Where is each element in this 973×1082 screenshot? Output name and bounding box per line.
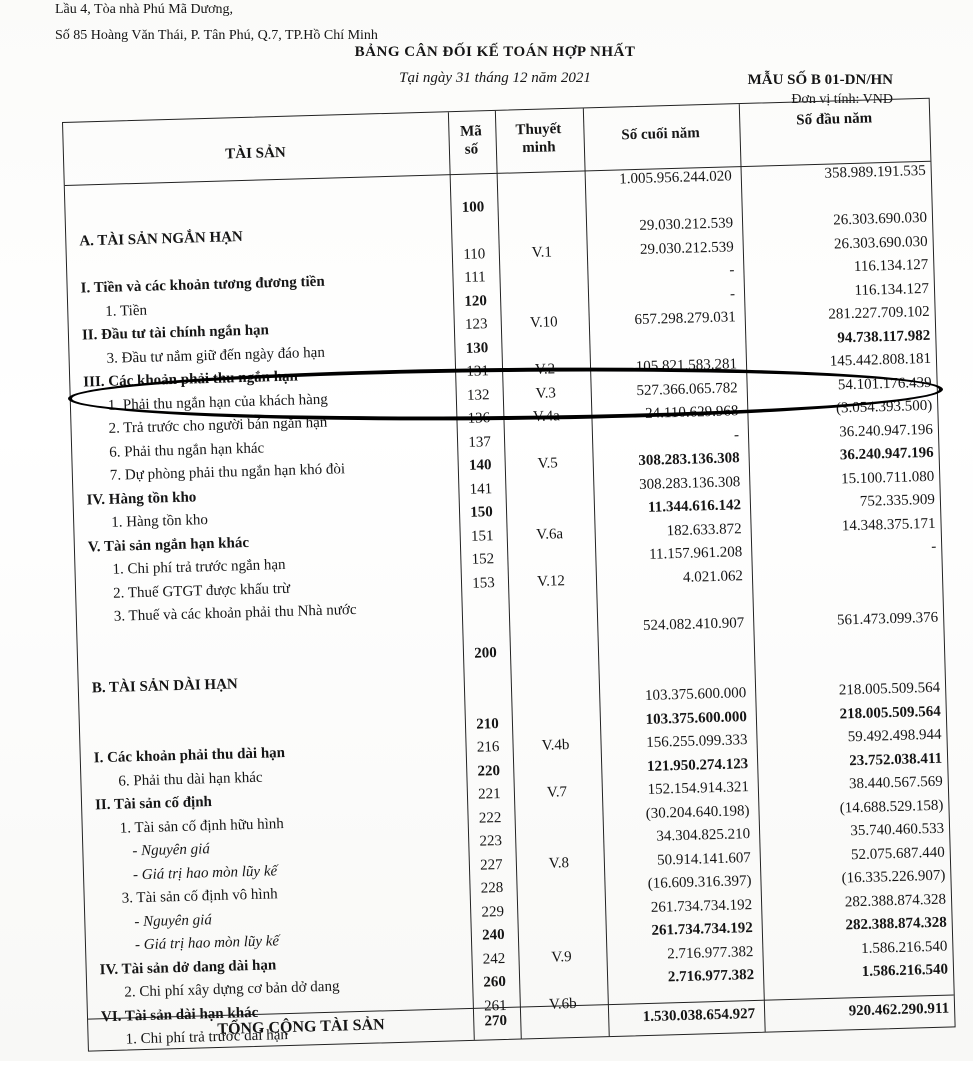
report-title: BẢNG CÂN ĐỐI KẾ TOÁN HỢP NHẤT bbox=[354, 44, 636, 60]
row-end-of-year: 4.021.062 bbox=[682, 567, 744, 586]
row-asset-name: 1. Chi phí trả trước dài hạn bbox=[125, 1027, 289, 1048]
row-code: 260 bbox=[483, 973, 507, 991]
row-end-of-year: 2.716.977.382 bbox=[667, 967, 755, 986]
row-asset-name: 3. Thuế và các khoản phải thu Nhà nước bbox=[113, 601, 357, 625]
row-end-of-year: - bbox=[729, 262, 735, 279]
row-code bbox=[463, 689, 510, 690]
row-asset-name: 3. Đầu tư nắm giữ đến ngày đáo hạn bbox=[106, 344, 326, 367]
row-asset-name: 1. Hàng tồn kho bbox=[110, 512, 209, 531]
row-code: 141 bbox=[469, 480, 493, 498]
row-asset-name: I. Các khoản phải thu dài hạn bbox=[93, 745, 286, 767]
header-code-line2: số bbox=[464, 141, 479, 158]
header-note-line1: Thuyết bbox=[515, 121, 562, 139]
row-end-of-year: - bbox=[733, 426, 740, 443]
report-date: Tại ngày 31 tháng 12 năm 2021 bbox=[399, 70, 591, 86]
row-end-of-year: 2.716.977.382 bbox=[666, 943, 754, 962]
row-code: 110 bbox=[463, 245, 486, 263]
row-beginning-of-year: - bbox=[930, 538, 937, 555]
currency-unit: Đơn vị tính: VND bbox=[791, 92, 893, 107]
row-end-of-year: 24.110.629.968 bbox=[644, 403, 739, 422]
row-asset-name: 7. Dự phòng phải thu ngắn hạn khó đòi bbox=[109, 461, 346, 484]
row-note: V.4a bbox=[532, 408, 561, 425]
row-asset-name: 3. Tài sản cố định vô hình bbox=[121, 886, 278, 907]
row-code: 136 bbox=[467, 410, 491, 427]
row-asset-name: - Nguyên giá bbox=[132, 841, 211, 860]
row-asset-name: 1. Phải thu ngắn hạn của khách hàng bbox=[107, 391, 329, 414]
row-end-of-year: 261.734.734.192 bbox=[651, 920, 753, 939]
row-asset-name: 1. Chi phí trả trước ngắn hạn bbox=[112, 556, 286, 578]
row-end-of-year: 1.005.956.244.020 bbox=[619, 168, 733, 188]
row-code: 216 bbox=[476, 739, 500, 756]
row-code: 221 bbox=[477, 786, 501, 803]
header-code-line1: Mã bbox=[459, 123, 482, 140]
row-code: 140 bbox=[468, 457, 492, 474]
row-asset-name: VI. Tài sản dài hạn khác bbox=[100, 1004, 259, 1025]
row-beginning-of-year: 38.440.567.569 bbox=[848, 773, 943, 793]
row-note: V.12 bbox=[536, 572, 566, 590]
row-beginning-of-year: 52.075.687.440 bbox=[850, 844, 945, 863]
row-beginning-of-year: 36.240.947.196 bbox=[839, 444, 934, 464]
row-code: 151 bbox=[470, 527, 494, 545]
row-beginning-of-year: 561.473.099.376 bbox=[836, 609, 939, 629]
company-address-line2: Số 85 Hoàng Văn Thái, P. Tân Phú, Q.7, TP.Hồ Chí Minh bbox=[55, 28, 378, 43]
row-code: 229 bbox=[481, 903, 505, 921]
row-beginning-of-year: 281.227.709.102 bbox=[828, 303, 930, 323]
row-end-of-year: - bbox=[729, 285, 736, 302]
row-beginning-of-year: 26.303.690.030 bbox=[833, 209, 928, 229]
row-beginning-of-year: 94.738.117.982 bbox=[837, 327, 931, 346]
row-asset-name: IV. Tài sản dở dang dài hạn bbox=[99, 956, 277, 978]
row-beginning-of-year: 35.740.460.533 bbox=[850, 820, 945, 840]
row-end-of-year: 657.298.279.031 bbox=[634, 309, 736, 329]
row-asset-name: III. Các khoản phải thu ngắn hạn bbox=[83, 368, 299, 391]
row-end-of-year: 156.255.099.333 bbox=[646, 732, 748, 751]
row-end-of-year: (30.204.640.198) bbox=[645, 802, 750, 822]
row-asset-name: 6. Phải thu ngắn hạn khác bbox=[109, 439, 265, 461]
row-code: 130 bbox=[465, 339, 489, 357]
total-label: TỔNG CỘNG TÀI SẢN bbox=[217, 1016, 385, 1039]
row-end-of-year: (16.609.316.397) bbox=[647, 873, 752, 892]
row-note: V.1 bbox=[531, 243, 553, 261]
row-beginning-of-year: (14.688.529.158) bbox=[839, 797, 944, 817]
row-note: V.9 bbox=[551, 948, 572, 966]
row-code: 120 bbox=[464, 292, 488, 310]
row-code: 200 bbox=[474, 645, 497, 662]
row-end-of-year: 103.375.600.000 bbox=[645, 708, 748, 728]
row-end-of-year: 182.633.872 bbox=[666, 520, 742, 539]
row-asset-name: 2. Chi phí xây dựng cơ bản dở dang bbox=[124, 978, 340, 1001]
row-end-of-year: 29.030.212.539 bbox=[639, 238, 734, 258]
row-end-of-year: 527.366.065.782 bbox=[636, 379, 738, 399]
row-note: V.4b bbox=[541, 737, 570, 754]
row-asset-name: II. Đầu tư tài chính ngắn hạn bbox=[81, 322, 270, 344]
row-note: V.6b bbox=[548, 995, 577, 1013]
row-code bbox=[461, 618, 508, 619]
row-end-of-year: 524.082.410.907 bbox=[642, 614, 745, 634]
row-code bbox=[460, 595, 507, 596]
row-asset-name: 1. Tiền bbox=[105, 302, 148, 320]
table-body bbox=[64, 160, 956, 1053]
row-code: 227 bbox=[479, 856, 503, 874]
row-note: V.6a bbox=[536, 525, 564, 543]
row-end-of-year: 11.157.961.208 bbox=[648, 544, 743, 563]
row-beginning-of-year: 23.752.038.411 bbox=[848, 750, 943, 769]
row-beginning-of-year: 14.348.375.171 bbox=[841, 515, 936, 534]
row-code: 111 bbox=[464, 269, 486, 286]
row-beginning-of-year: 752.335.909 bbox=[859, 491, 936, 510]
row-asset-name: 6. Phải thu dài hạn khác bbox=[118, 769, 263, 790]
row-beginning-of-year: 116.134.127 bbox=[853, 256, 929, 275]
row-end-of-year: 103.375.600.000 bbox=[644, 685, 747, 704]
row-asset-name: 1. Tài sản cố định hữu hình bbox=[119, 815, 284, 837]
header-code bbox=[447, 122, 495, 159]
row-code: 153 bbox=[472, 574, 496, 592]
row-beginning-of-year: 36.240.947.196 bbox=[838, 421, 934, 440]
header-asset: TÀI SẢN bbox=[225, 144, 286, 163]
row-beginning-of-year: 15.100.711.080 bbox=[840, 468, 935, 487]
row-asset-name: A. TÀI SẢN NGẮN HẠN bbox=[79, 229, 244, 250]
header-note-line2: minh bbox=[521, 139, 556, 157]
row-asset-name: I. Tiền và các khoản tương đương tiền bbox=[80, 273, 325, 297]
row-asset-name: - Giá trị hao mòn lũy kế bbox=[132, 862, 278, 883]
balance-sheet-table bbox=[62, 98, 958, 1082]
total-code: 270 bbox=[484, 1012, 508, 1030]
row-beginning-of-year: 54.101.176.439 bbox=[837, 374, 932, 393]
row-beginning-of-year: 282.388.874.328 bbox=[844, 891, 947, 910]
row-code: 261 bbox=[483, 997, 507, 1015]
row-note: V.7 bbox=[546, 784, 568, 801]
row-note: V.10 bbox=[529, 314, 558, 332]
row-code: 132 bbox=[466, 386, 490, 404]
row-beginning-of-year: 1.586.216.540 bbox=[860, 938, 948, 957]
row-code: 228 bbox=[480, 879, 504, 897]
row-code bbox=[450, 219, 497, 220]
row-code: 222 bbox=[478, 809, 502, 827]
company-address-line1: Lầu 4, Tòa nhà Phú Mã Dương, bbox=[55, 2, 234, 17]
row-end-of-year: 308.283.136.308 bbox=[638, 473, 741, 493]
row-end-of-year: 308.283.136.308 bbox=[638, 450, 740, 470]
row-beginning-of-year: 116.134.127 bbox=[854, 280, 930, 299]
total-end: 1.530.038.654.927 bbox=[642, 1005, 756, 1026]
row-note: V.8 bbox=[548, 854, 570, 872]
row-end-of-year: 50.914.141.607 bbox=[656, 849, 752, 869]
row-beginning-of-year: 59.492.498.944 bbox=[847, 726, 942, 746]
row-beginning-of-year: 145.442.808.181 bbox=[829, 350, 932, 370]
row-asset-name: V. Tài sản ngắn hạn khác bbox=[87, 534, 250, 555]
row-beginning-of-year: 218.005.509.564 bbox=[839, 703, 942, 723]
row-beginning-of-year: 26.303.690.030 bbox=[833, 233, 928, 252]
row-end-of-year: 152.154.914.321 bbox=[647, 779, 750, 798]
row-beginning-of-year: (16.335.226.907) bbox=[841, 867, 946, 887]
row-code: 210 bbox=[476, 715, 499, 733]
row-asset-name: - Nguyên giá bbox=[134, 911, 213, 930]
row-asset-name: II. Tài sản cố định bbox=[94, 794, 213, 814]
header-note bbox=[494, 119, 583, 157]
row-end-of-year: 11.344.616.142 bbox=[647, 497, 742, 516]
row-code: 131 bbox=[466, 363, 490, 380]
header-end-of-year: Số cuối năm bbox=[621, 125, 700, 144]
row-code: 100 bbox=[461, 198, 485, 216]
row-beginning-of-year: 358.989.191.535 bbox=[824, 162, 926, 182]
row-note: V.5 bbox=[537, 455, 559, 472]
row-code: 152 bbox=[471, 551, 495, 568]
row-asset-name: 2. Thuế GTGT được khấu trừ bbox=[112, 580, 291, 602]
row-note: V.2 bbox=[534, 361, 556, 378]
row-code: 223 bbox=[479, 832, 503, 850]
total-begin: 920.462.290.911 bbox=[848, 1000, 950, 1020]
row-asset-name: IV. Hàng tồn kho bbox=[86, 488, 197, 508]
row-code: 242 bbox=[482, 950, 506, 968]
row-asset-name: 2. Trả trước cho người bán ngắn hạn bbox=[108, 414, 328, 437]
row-code: 123 bbox=[464, 316, 488, 333]
form-code: MẪU SỐ B 01-DN/HN bbox=[747, 72, 893, 88]
row-end-of-year: 34.304.825.210 bbox=[656, 826, 751, 845]
row-code: 220 bbox=[477, 762, 501, 780]
row-asset-name: - Giá trị hao mòn lũy kế bbox=[134, 933, 280, 954]
row-asset-name: B. TÀI SẢN DÀI HẠN bbox=[91, 675, 238, 696]
row-code: 150 bbox=[470, 504, 494, 521]
row-code bbox=[449, 172, 496, 173]
row-beginning-of-year: 1.586.216.540 bbox=[861, 961, 949, 980]
row-code: 137 bbox=[468, 433, 492, 451]
row-end-of-year: 105.821.583.281 bbox=[635, 356, 738, 376]
row-end-of-year: 29.030.212.539 bbox=[639, 215, 734, 234]
row-beginning-of-year: (3.054.393.500) bbox=[835, 397, 933, 417]
row-end-of-year: 261.734.734.192 bbox=[650, 896, 753, 916]
header-beginning-of-year: Số đầu năm bbox=[796, 110, 873, 129]
row-code: 240 bbox=[481, 926, 505, 944]
row-end-of-year: 121.950.274.123 bbox=[646, 755, 749, 775]
row-code bbox=[462, 665, 509, 666]
row-beginning-of-year: 282.388.874.328 bbox=[845, 914, 947, 934]
row-note: V.3 bbox=[535, 384, 557, 402]
row-beginning-of-year: 218.005.509.564 bbox=[838, 679, 941, 699]
